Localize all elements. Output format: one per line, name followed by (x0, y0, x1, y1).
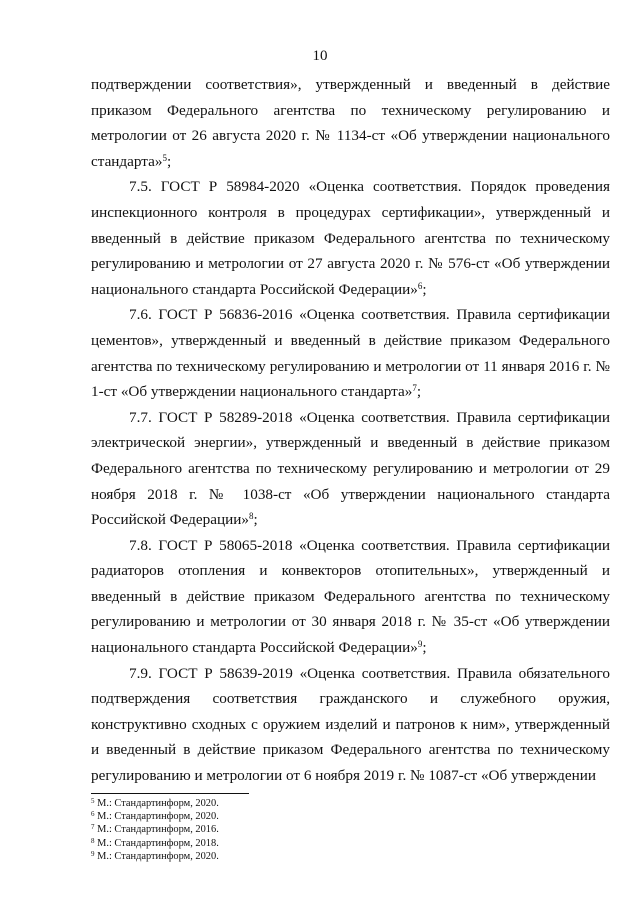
footnotes (91, 797, 391, 863)
footnote (91, 823, 391, 836)
paragraph-continuation: подтверждении соответствия», утвержденный и введенный в действие приказом Федерального агентства по техническому регулированию и метрологии от 26 августа 2020 г. № 1134-ст «Об утверждении национального стандарта»$^5$; (91, 76, 610, 170)
footnote-ref: 6 (417, 280, 423, 291)
footnote-number: 6 (91, 810, 95, 819)
footnote (91, 797, 391, 810)
paragraph-text: 7.9. ГОСТ Р 58639-2019 «Оценка соответствия. Правила обязательного подтверждения соответствия гражданского и служебного оружия, конструктивно сходных с оружием изделий и патронов к ним», утвержденный и введенный в действие приказом Федерального агентства по техническому регулированию и метрологии от 6 ноября 2019 г. № 1087-ст «Об утверждении (91, 664, 610, 785)
footnote-ref: 5 (162, 152, 167, 163)
footnote-number: 7 (91, 823, 95, 832)
paragraph-text: подтверждении соответствия», утвержденный и введенный в действие приказом Федерального агентства по техническому регулированию и метрологии от 26 августа 2020 г. № 1134-ст «Об утверждении национального стандарта» (91, 76, 610, 170)
footnote-ref: 9 (417, 639, 423, 650)
footnote-divider (91, 793, 249, 794)
footnote-text: М.: Стандартинформ, 2020. (97, 850, 219, 862)
paragraph-text: 7.8. ГОСТ Р 58065-2018 «Оценка соответствия. Правила сертификации радиаторов отопления и конвекторов отопительных», утвержденный и введенный в действие приказом Федерального агентства по техническому регулированию и метрологии от 30 января 2018 г. № 35-ст «Об утверждении национального стандарта Российской Федерации» (91, 536, 610, 657)
footnote-text: М.: Стандартинформ, 2018. (97, 837, 219, 849)
footnote-text: М.: Стандартинформ, 2020. (97, 798, 219, 809)
paragraph-text: 7.5. ГОСТ Р 58984-2020 «Оценка соответствия. Порядок проведения инспекционного контроля в процедурах сертификации», утвержденный и введенный в действие приказом Федерального агентства по техническому регулированию и метрологии от 27 августа 2020 г. № 576-ст «Об утверждении национального стандарта Российской Федерации» (91, 178, 610, 298)
footnote-number: 8 (91, 836, 95, 845)
paragraph-item-7-6: 7.6. ГОСТ Р 56836-2016 «Оценка соответствия. Правила сертификации цементов», утвержденный и введенный в действие приказом Федерального агентства по техническому регулированию и метрологии от 11 января 2016 г. № 1-ст «Об утверждении национального стандарта»$^7$; (91, 306, 610, 401)
page-number: 10 (312, 48, 328, 64)
paragraph-item-7-9 (91, 661, 610, 789)
footnote-number: 5 (91, 796, 95, 805)
paragraph-text: 7.7. ГОСТ Р 58289-2018 «Оценка соответствия. Правила сертификации электрической энергии», утвержденный и введенный в действие приказом Федерального агентства по техническому регулированию и метрологии от 29 ноября 2018 г. № 1038-ст «Об утверждении национального стандарта Российской Федерации» (91, 408, 610, 529)
paragraph-text: 7.6. ГОСТ Р 56836-2016 «Оценка соответствия. Правила сертификации цементов», утвержденный и введенный в действие приказом Федерального агентства по техническому регулированию и метрологии от 11 января 2016 г. № 1-ст «Об утверждении национального стандарта» (91, 306, 610, 401)
document-body (91, 72, 610, 789)
paragraph-item-7-7: 7.7. ГОСТ Р 58289-2018 «Оценка соответствия. Правила сертификации электрической энергии», утвержденный и введенный в действие приказом Федерального агентства по техническому регулированию и метрологии от 29 ноября 2018 г. № 1038-ст «Об утверждении национального стандарта Российской Федерации»$^8$; (91, 408, 610, 529)
footnote-text: М.: Стандартинформ, 2016. (97, 824, 219, 836)
footnote (91, 837, 391, 850)
footnote (91, 810, 391, 823)
footnote-ref: 7 (412, 383, 417, 394)
paragraph-item-7-5: 7.5. ГОСТ Р 58984-2020 «Оценка соответствия. Порядок проведения инспекционного контроля в процедурах сертификации», утвержденный и введенный в действие приказом Федерального агентства по техническому регулированию и метрологии от 27 августа 2020 г. № 576-ст «Об утверждении национального стандарта Российской Федерации»$^6$; (91, 178, 610, 298)
footnote-number: 9 (91, 849, 95, 858)
footnote (91, 850, 391, 863)
footnote-ref: 8 (248, 511, 254, 522)
footnote-text: М.: Стандартинформ, 2020. (97, 811, 219, 823)
paragraph-item-7-8: 7.8. ГОСТ Р 58065-2018 «Оценка соответствия. Правила сертификации радиаторов отопления и конвекторов отопительных», утвержденный и введенный в действие приказом Федерального агентства по техническому регулированию и метрологии от 30 января 2018 г. № 35-ст «Об утверждении национального стандарта Российской Федерации»$^9$; (91, 536, 610, 657)
